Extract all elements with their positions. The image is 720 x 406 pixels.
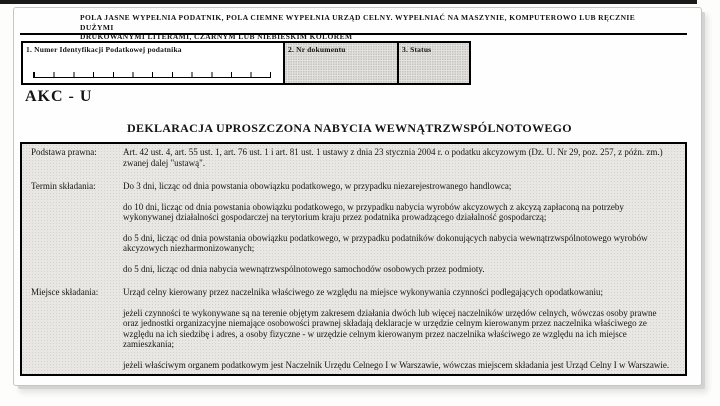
fill-instructions-line-1: POLA JASNE WYPEŁNIA PODATNIK, POLA CIEMNE WYPEŁNIA URZĄD CELNY. WYPEŁNIAĆ NA MASZYNIE, KOMPUTEROWO LUB RĘCZNIE DUŻYMI — [80, 13, 636, 32]
info-row-miejsce-skladania — [22, 284, 685, 376]
form-document-card — [13, 7, 702, 386]
info-paragraph: jeżeli czynności te wykonywane są na terenie objętym zakresem działania dwóch lub więcej naczelników urzędów celnych, wówczas osoby prawne oraz jednostki organizacyjne niemające osobowości prawnej składają deklaracje w urzędzie celnym kierowanym przez naczelnika właściwego ze względu na ich siedzibę i adres, a osoby fizyczne - w urzędzie celnym kierowanym przez naczelnika właściwego ze względu na ich miejsce zamieszkania; — [123, 307, 657, 349]
info-row-content — [123, 287, 685, 376]
info-row-label: Miejsce składania: — [31, 287, 99, 297]
info-paragraph: Do 3 dni, licząc od dnia powstania obowiązku podatkowego, w przypadku niezarejestrowanego handlowca; — [123, 181, 512, 191]
info-row-content — [123, 147, 685, 178]
status-field-label: 3. Status — [402, 45, 432, 54]
document-number-field-label: 2. Nr dokumentu — [288, 45, 346, 54]
info-row-label: Termin składania: — [31, 181, 96, 191]
form-symbol: AKC - U — [25, 88, 93, 105]
info-paragraph: jeżeli właściwym organem podatkowym jest Naczelnik Urzędu Celnego I w Warszawie, wówczas miejscem składania jest Urząd Celny I w Warszawie. — [123, 359, 670, 370]
info-paragraph: do 10 dni, licząc od dnia powstania obowiązku podatkowego, w przypadku nabycia wyrobów akcyzowych z akcyzą zapłaconą na potrzeby wykonywanej działalności gospodarczej na terytorium kraju przez podatnika prowadzącego działalność gospodarczą; — [123, 201, 624, 222]
nip-field-box[interactable] — [23, 43, 283, 83]
header-divider-rule — [20, 33, 687, 35]
info-row-label: Podstawa prawna: — [31, 147, 97, 157]
fill-instructions — [80, 13, 640, 42]
info-paragraph: Urząd celny kierowany przez naczelnika właściwego ze względu na miejsce wykonywania czynności podlegających opodatkowaniu; — [123, 287, 604, 297]
scan-edge-bar — [0, 0, 697, 4]
id-fields-row — [21, 41, 471, 85]
fill-instructions-line-2: DRUKOWANYMI LITERAMI, CZARNYM LUB NIEBIESKIM KOLOREM — [80, 32, 353, 41]
info-paragraph: Art. 42 ust. 4, art. 55 ust. 1, art. 76 ust. 1 i art. 81 ust. 1 ustawy z dnia 23 stycznia 2004 r. o podatku akcyzowym (Dz. U. Nr 29, poz. 257, z późn. zm.) zwanej dalej "ustawą". — [123, 147, 663, 168]
legal-info-table — [20, 142, 687, 376]
info-paragraph: do 5 dni, licząc od dnia nabycia wewnątrzwspólnotowego samochodów osobowych przez podmioty. — [123, 263, 485, 274]
document-number-field-box — [283, 43, 397, 83]
info-row-content — [123, 181, 685, 284]
info-row-termin-skladania — [22, 178, 685, 284]
info-paragraph: do 5 dni, licząc od dnia powstania obowiązku podatkowego, w przypadku podatników dokonujących nabycia wewnątrzwspólnotowego wyrobów akcyzowych niezharmonizowanych; — [123, 232, 648, 253]
nip-field-label: 1. Numer Identyfikacji Podatkowej podatnika — [26, 45, 182, 54]
info-row-podstawa-prawna — [22, 144, 685, 178]
form-title: DEKLARACJA UPROSZCZONA NABYCIA WEWNĄTRZWSPÓLNOTOWEGO — [127, 121, 572, 135]
nip-entry-ruler[interactable] — [33, 72, 271, 78]
status-field-box — [397, 43, 469, 83]
